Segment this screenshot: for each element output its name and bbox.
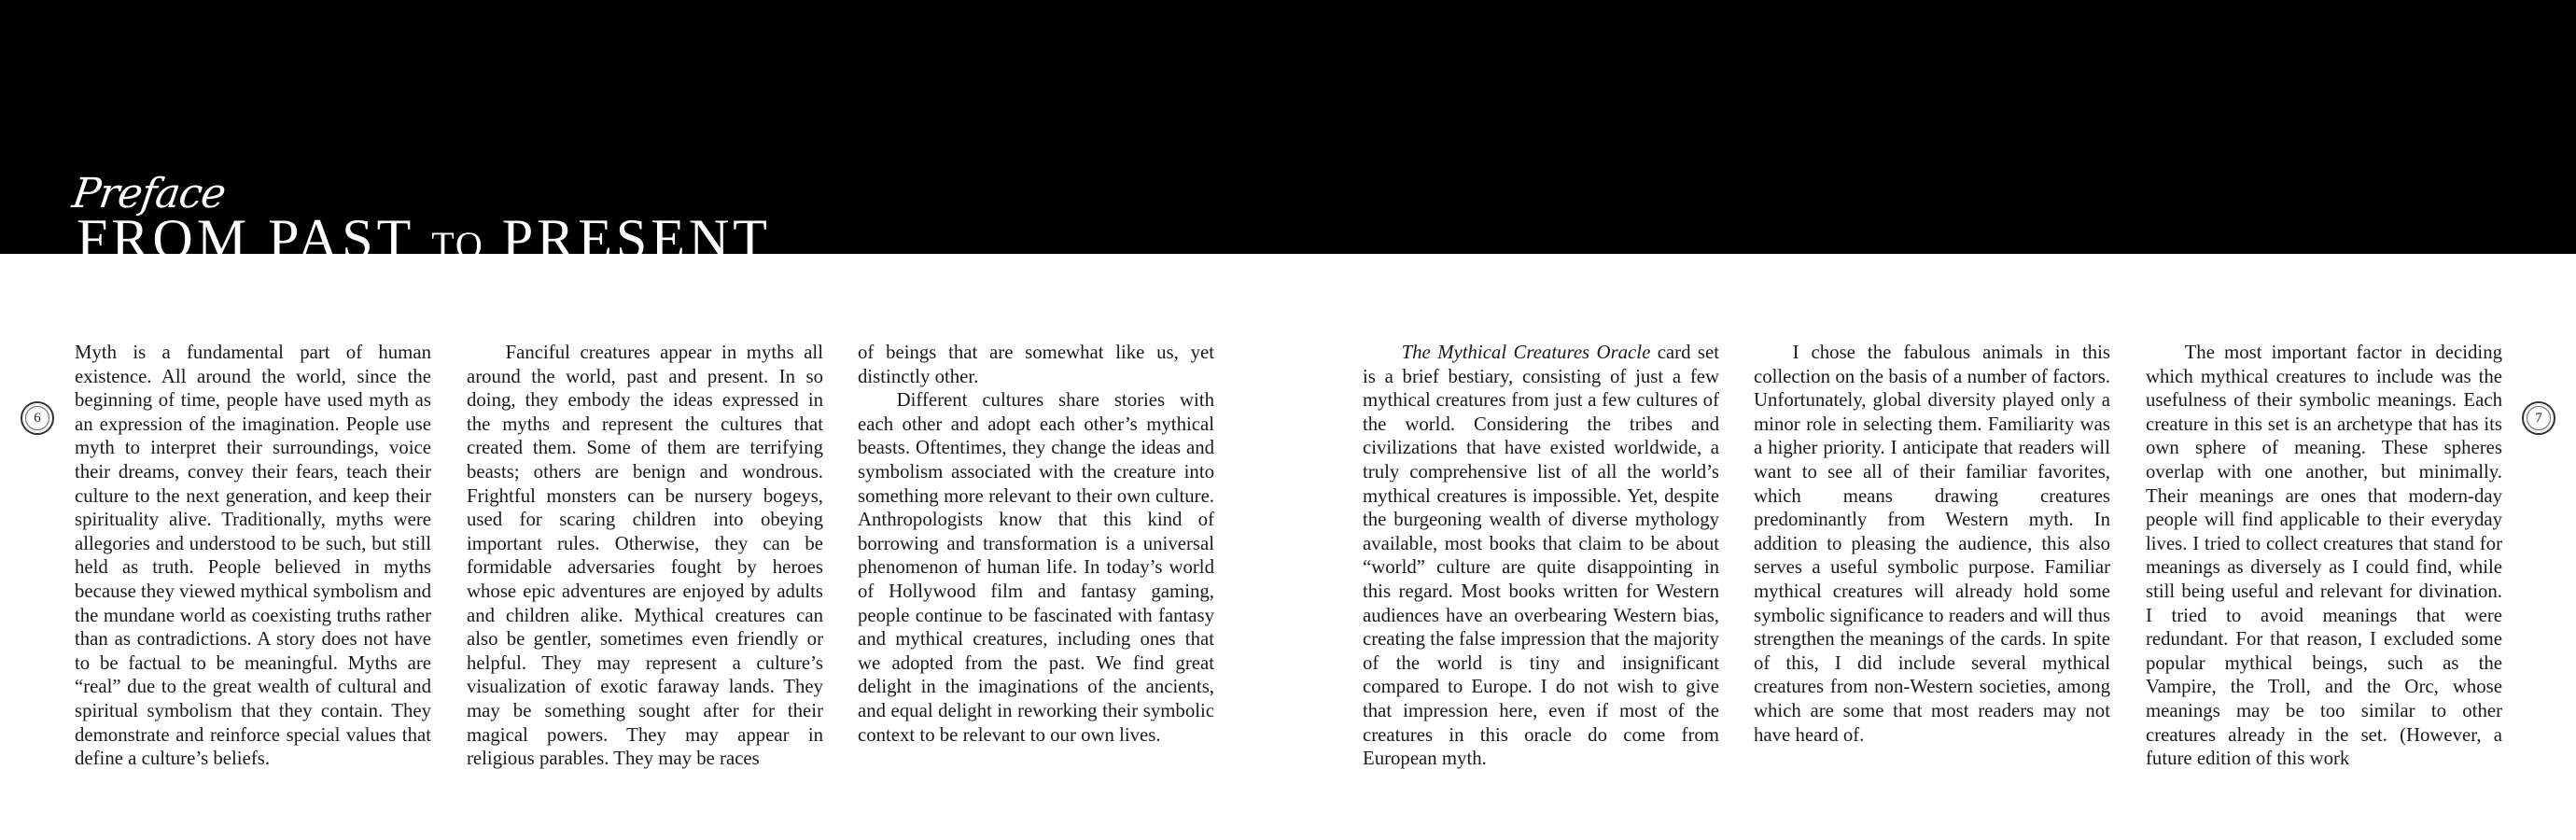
page-number-left-label: 6: [25, 406, 49, 430]
preface-label: Preface: [69, 170, 229, 217]
text-column-4-body: card set is a brief bestiary, consisting of just a few mythical creatures from just a few cultures of the world. Considering the tribes and civilizations that have existed worldwide, a truly comprehensive list of all the world’s mythical creatures is impossible. Yet, despite the burgeoning wealth of diverse mythology available, most books that claim to be about “world” culture are quite disappointing in this regard. Most books written for Western audiences have an overbearing Western bias, creating the false impression that the majority of the world is tiny and insignificant compared to Europe. I do not wish to give that impression here, even if most of the creatures in this oracle do come from European myth.: [1363, 342, 1719, 770]
text-column-2: Fanciful creatures appear in myths all around the world, past and present. In so doing, they embody the ideas expressed in the myths and represent the cultures that created them. Some of them are terrifying beasts; others are benign and wondrous. Frightful monsters can be nursery bogeys, used for scaring children into obeying important rules. Otherwise, they can be formidable adversaries fought by heroes whose epic adventures are enjoyed by adults and children alike. Mythical creatures can also be gentler, sometimes even friendly or helpful. They may represent a culture’s visualization of exotic faraway lands. They may be something sought after for their magical powers. They may appear in religious parables. They may be races: [467, 342, 823, 770]
title-part-1: FROM PAST: [77, 208, 432, 270]
title-small-word: TO: [431, 224, 484, 266]
text-column-1: Myth is a fundamental part of human existence. All around the world, since the beginning of time, people have used myth as an expression of the imagination. People use myth to interpret their surroundings, voice their dreams, convey their fears, teach their culture to the next generation, and keep their spirituality alive. Traditionally, myths were allegories and understood to be such, but still held as truth. People believed in myths because they viewed mythical symbolism and the mundane world as coexisting truths rather than as contradictions. A story does not have to be factual to be meaningful. Myths are “real” due to the great wealth of cultural and spiritual symbolism that they contain. They demonstrate and reinforce special values that define a culture’s beliefs.: [75, 342, 431, 770]
text-column-6: The most important factor in deciding which mythical creatures to include was the usefulness of their symbolic meanings. Each creature in this set is an archetype that has its own sphere of meaning. These spheres overlap with one another, but minimally. Their meanings are ones that modern-day people will find applicable to their everyday lives. I tried to collect creatures that stand for meanings as diversely as I could find, while still being useful and relevant for divination. I tried to avoid meanings that were redundant. For that reason, I excluded some popular mythical beings, such as the Vampire, the Troll, and the Orc, whose meanings may be too similar to other creatures already in the set. (However, a future edition of this work: [2146, 342, 2502, 770]
header-banner: [0, 0, 2576, 270]
page-number-right-label: 7: [2527, 406, 2551, 430]
page-number-right: [2522, 401, 2555, 435]
chapter-title: [77, 208, 771, 270]
book-title-italic: The Mythical Creatures Oracle: [1401, 342, 1651, 363]
title-part-2: PRESENT: [483, 208, 771, 270]
text-column-3: of beings that are somewhat like us, yet distinctly other. Different cultures share stories with each other and adopt each other’s mythical beasts. Oftentimes, they change the ideas and symbolism associated with the creature into something more relevant to their own culture. Anthropologists know that this kind of borrowing and transformation is a universal phenomenon of human life. In today’s world of Hollywood film and fantasy gaming, people continue to be fascinated with fantasy and mythical creatures, including ones that we adopted from the past. We find great delight in the imaginations of the ancients, and equal delight in reworking their symbolic context to be relevant to our own lives.: [858, 342, 1214, 746]
text-column-4: [1363, 341, 1719, 771]
page-number-left: [21, 401, 54, 435]
text-column-5: I chose the fabulous animals in this collection on the basis of a number of factors. Unfortunately, global diversity played only a minor role in selecting them. Familiarity was a higher priority. I anticipate that readers will want to see all of their familiar favorites, which means drawing creatures predominantly from Western myth. In addition to pleasing the audience, this also serves a useful symbolic purpose. Familiar mythical creatures will already hold some symbolic significance to readers and will thus strengthen the meanings of the cards. In spite of this, I did include several mythical creatures from non-Western societies, among which are some that most readers may not have heard of.: [1754, 342, 2110, 746]
